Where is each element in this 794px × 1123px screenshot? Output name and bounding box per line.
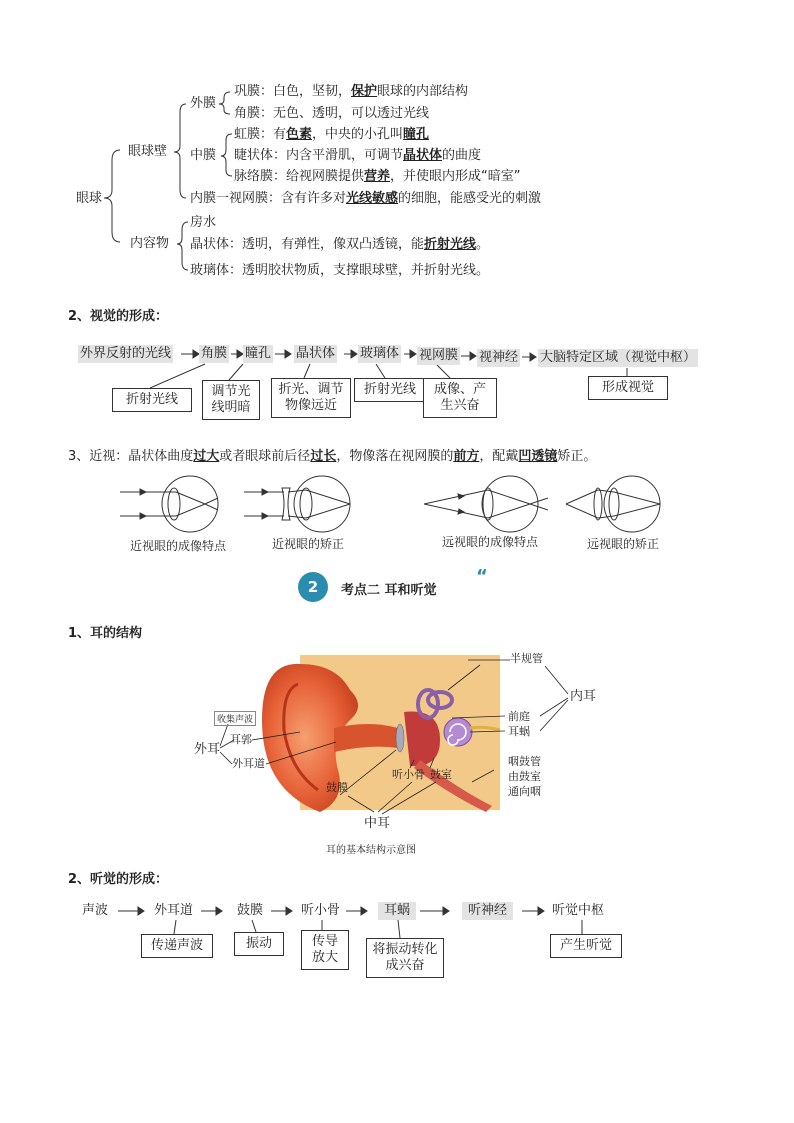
vision-step-2: 瞳孔 [245,346,272,361]
vision-step-4: 玻璃体 [360,346,400,361]
vision-step-5: 视网膜 [419,348,459,363]
hearing-note-4: 产生听觉 [550,934,622,958]
vision-note-1: 调节光线明暗 [202,380,260,420]
label-collect-sound: 收集声波 [214,711,256,726]
middle-membrane: 中膜 [190,148,217,163]
section-number-badge: 2 [298,572,328,602]
eyeball-contents: 内容物 [130,236,170,251]
hearing-step-5: 听神经 [462,902,513,920]
hearing-step-4: 耳蜗 [378,902,416,920]
hearing-step-6: 听觉中枢 [552,903,605,918]
section-title: 考点二 耳和听觉 [341,583,437,598]
hearing-step-0: 声波 [82,903,109,918]
vision-note-3: 折射光线 [354,378,426,402]
ciliary-line: 睫状体：内含平滑肌，可调节晶状体的曲度 [234,148,482,163]
choroid-line: 脉络膜：给视网膜提供营养，并使眼内形成“暗室” [234,169,521,184]
label-tympanic-cavity: 鼓室 [430,768,452,781]
label-eustachian: 咽鼓管由鼓室通向咽 [508,755,541,798]
eyeball-root: 眼球 [76,191,103,206]
lens-line: 晶状体：透明，有弹性，像双凸透镜，能折射光线。 [190,237,490,252]
sclera-line: 巩膜：白色，坚韧，保护眼球的内部结构 [234,84,469,99]
vision-note-0: 折射光线 [112,388,192,412]
ear-heading: 1、耳的结构 [68,626,143,641]
aqueous-line: 房水 [190,215,217,230]
caption-hyperopia-correction: 远视眼的矫正 [587,537,660,551]
hearing-note-3: 将振动转化成兴奋 [366,938,444,978]
vision-note-5: 形成视觉 [588,376,668,400]
caption-hyperopia-imaging: 远视眼的成像特点 [442,535,539,549]
vitreous-line: 玻璃体：透明胶状物质，支撑眼球壁，并折射光线。 [190,263,490,278]
label-cochlea: 耳蜗 [508,725,530,738]
caption-myopia-imaging: 近视眼的成像特点 [130,539,227,553]
vision-step-3: 晶状体 [296,346,336,361]
vision-step-6: 视神经 [479,350,519,365]
vision-heading: 2、视觉的形成： [68,309,169,324]
vision-step-1: 角膜 [201,346,228,361]
caption-myopia-correction: 近视眼的矫正 [272,537,345,551]
label-auricle: 耳郭 [230,733,252,746]
vision-step-7: 大脑特定区域（视觉中枢） [540,350,697,365]
hearing-note-2: 传导放大 [301,930,349,970]
hearing-step-1: 外耳道 [154,903,194,918]
label-inner-ear: 内耳 [570,689,597,704]
vision-step-0: 外界反射的光线 [80,346,172,361]
iris-line: 虹膜：有色素，中央的小孔叫瞳孔 [234,127,430,142]
hearing-step-2: 鼓膜 [237,903,264,918]
hearing-note-0: 传递声波 [141,934,213,958]
hearing-note-1: 振动 [234,932,284,956]
label-ear-canal: 外耳道 [232,757,265,770]
outer-membrane: 外膜 [190,96,217,111]
label-ossicles: 听小骨 [392,768,425,781]
label-middle-ear: 中耳 [364,816,391,831]
cornea-line: 角膜：无色、透明，可以透过光线 [234,106,430,121]
label-eardrum: 鼓膜 [326,781,348,794]
ear-caption: 耳的基本结构示意图 [326,845,416,856]
label-vestibule: 前庭 [508,710,530,723]
vision-note-2: 折光、调节物像远近 [271,378,351,418]
quote-mark-icon: “ [476,566,488,587]
eyeball-wall: 眼球壁 [128,144,168,159]
label-outer-ear: 外耳 [194,742,221,757]
myopia-line: 3、近视：晶状体曲度过大或者眼球前后径过长，物像落在视网膜的前方，配戴凹透镜矫正。 [68,449,597,464]
retina-line: 内膜一视网膜：含有许多对光线敏感的细胞，能感受光的刺激 [190,191,542,206]
label-semicircular: 半规管 [510,652,543,665]
hearing-step-3: 听小骨 [301,903,341,918]
hearing-heading: 2、听觉的形成： [68,872,169,887]
vision-note-4: 成像、产生兴奋 [423,378,497,418]
